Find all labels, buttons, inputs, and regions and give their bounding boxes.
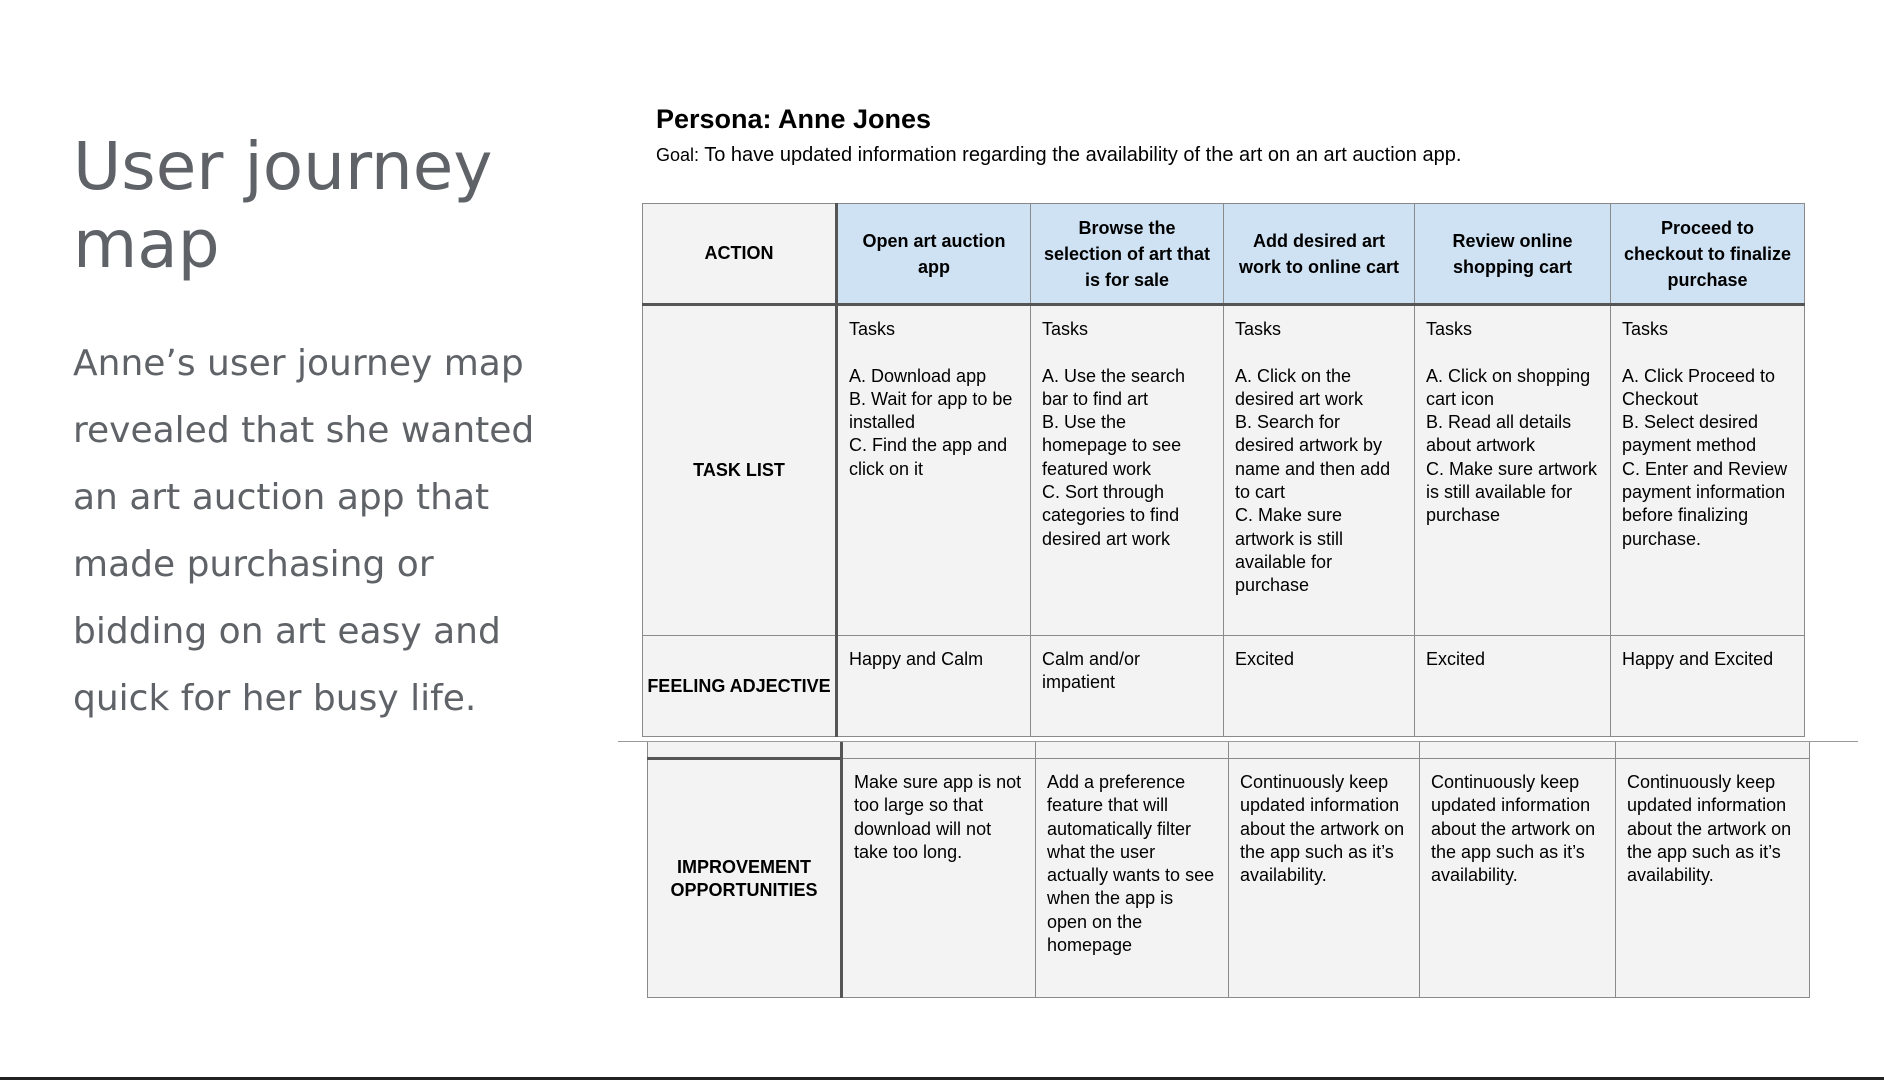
spacer-row (648, 742, 1810, 759)
divider (618, 741, 1858, 742)
goal-text: To have updated information regarding the availability of the art on an art auction app. (699, 144, 1462, 166)
task-list-row (643, 305, 1805, 636)
action-cell: Open art auction app (837, 204, 1031, 305)
action-cell: Proceed to checkout to finalize purchase (1611, 204, 1805, 305)
row-label-improvement: IMPROVEMENT OPPORTUNITIES (648, 759, 842, 998)
task-cell: Tasks A. Download app B. Wait for app to be installed C. Find the app and click on it (837, 305, 1031, 636)
task-cell: Tasks A. Use the search bar to find art B. Use the homepage to see featured work C. Sort through categories to find desired art work (1031, 305, 1224, 636)
persona-name: Persona: Anne Jones (656, 104, 932, 134)
task-cell: Tasks A. Click on shopping cart icon B. Read all details about artwork C. Make sure artwork is still available for purchase (1415, 305, 1611, 636)
improvement-cell: Continuously keep updated information about the artwork on the app such as it’s availability. (1229, 759, 1420, 998)
feeling-cell: Calm and/or impatient (1031, 636, 1224, 737)
task-cell: Tasks A. Click Proceed to Checkout B. Select desired payment method C. Enter and Review payment information before finalizing purchase. (1611, 305, 1805, 636)
feeling-cell: Excited (1415, 636, 1611, 737)
row-label-action: ACTION (643, 204, 837, 305)
improvement-row (648, 759, 1810, 998)
slide-description: Anne’s user journey map revealed that she wanted an art auction app that made purchasing or bidding on art easy and quick for her busy life. (73, 343, 535, 719)
action-cell: Add desired art work to online cart (1224, 204, 1415, 305)
action-row (643, 204, 1805, 305)
feeling-row (643, 636, 1805, 737)
improvement-cell: Continuously keep updated information about the artwork on the app such as it’s availability. (1420, 759, 1616, 998)
goal-label: Goal: (656, 145, 700, 165)
feeling-cell: Excited (1224, 636, 1415, 737)
improvement-table (647, 741, 1810, 998)
task-cell: Tasks A. Click on the desired art work B. Search for desired artwork by name and then add to cart C. Make sure artwork is still available for purchase (1224, 305, 1415, 636)
row-label-feeling: FEELING ADJECTIVE (643, 636, 837, 737)
improvement-cell: Continuously keep updated information about the artwork on the app such as it’s availability. (1616, 759, 1810, 998)
persona-goal (656, 144, 1461, 167)
improvement-cell: Add a preference feature that will automatically filter what the user actually wants to see when the app is open on the homepage (1036, 759, 1229, 998)
row-label-task-list: TASK LIST (643, 305, 837, 636)
feeling-cell: Happy and Excited (1611, 636, 1805, 737)
improvement-cell: Make sure app is not too large so that download will not take too long. (842, 759, 1036, 998)
feeling-cell: Happy and Calm (837, 636, 1031, 737)
action-cell: Browse the selection of art that is for sale (1031, 204, 1224, 305)
action-cell: Review online shopping cart (1415, 204, 1611, 305)
journey-map-table (642, 203, 1805, 737)
slide-title: User journey map (73, 128, 493, 283)
